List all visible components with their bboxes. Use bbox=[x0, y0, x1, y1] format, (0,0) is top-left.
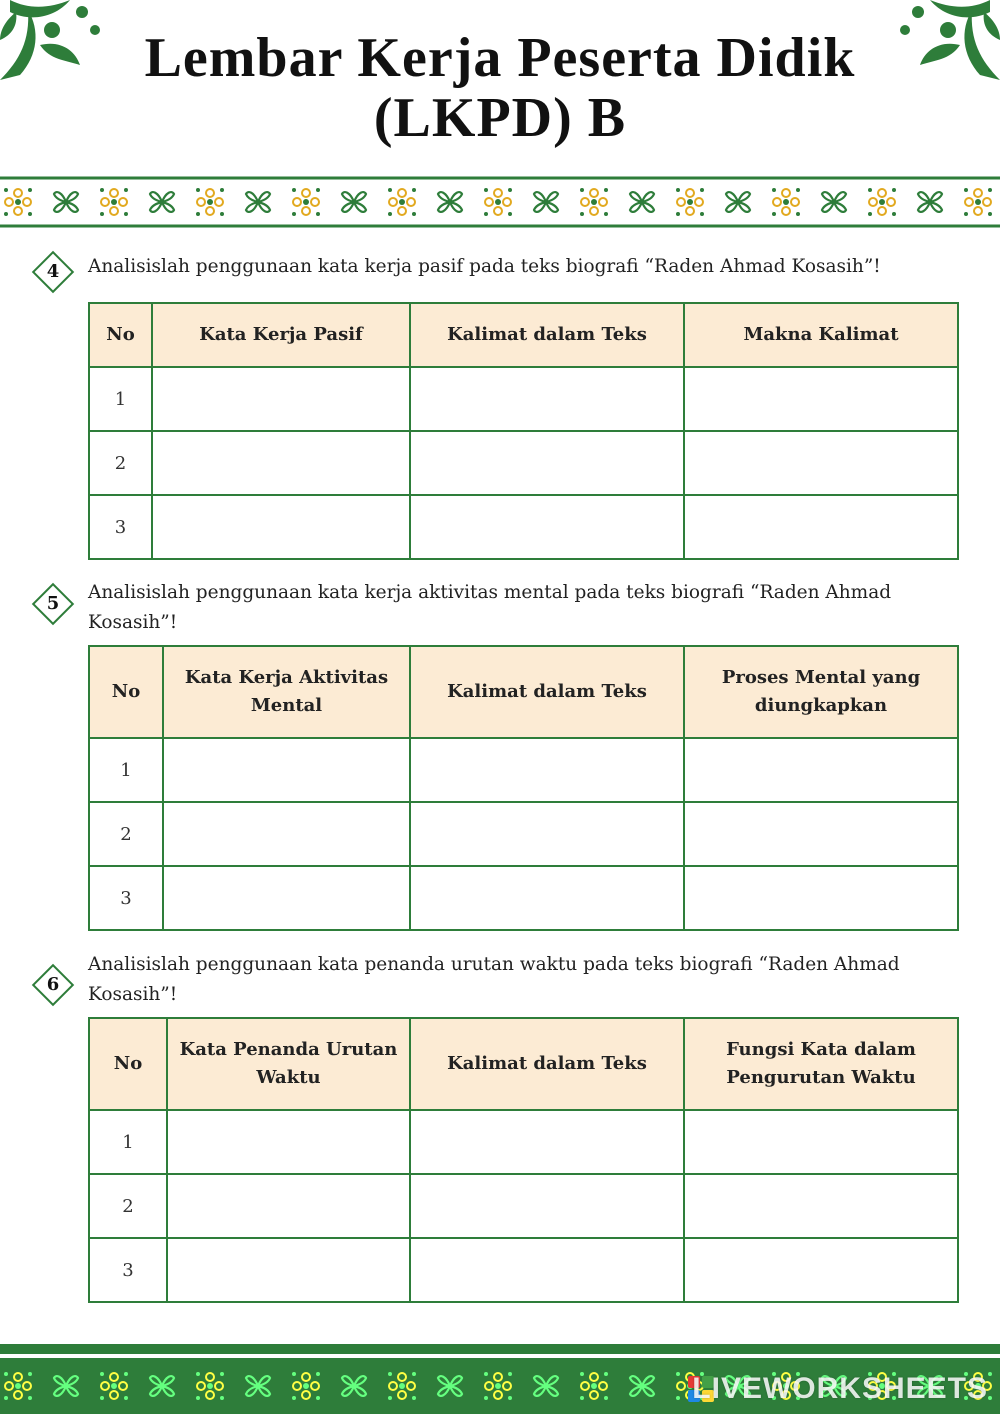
answer-cell[interactable] bbox=[684, 866, 958, 930]
row-number: 2 bbox=[89, 431, 152, 495]
question-6-header bbox=[32, 950, 962, 1010]
row-number: 2 bbox=[89, 1174, 167, 1238]
answer-cell[interactable] bbox=[410, 866, 684, 930]
table-row bbox=[89, 495, 958, 559]
page-title bbox=[0, 28, 1000, 148]
row-number: 3 bbox=[89, 495, 152, 559]
flower-ornament-icon bbox=[580, 188, 608, 216]
answer-cell[interactable] bbox=[410, 495, 684, 559]
answer-cell[interactable] bbox=[410, 1110, 684, 1174]
answer-cell[interactable] bbox=[410, 738, 684, 802]
leaf-ornament-icon bbox=[438, 192, 462, 212]
column-header: No bbox=[89, 646, 163, 738]
flower-ornament-icon bbox=[4, 188, 32, 216]
answer-cell[interactable] bbox=[167, 1110, 410, 1174]
column-header: Kata Kerja Aktivitas Mental bbox=[163, 646, 410, 738]
table-row bbox=[89, 866, 958, 930]
column-header: Fungsi Kata dalam Pengurutan Waktu bbox=[684, 1018, 958, 1110]
leaf-ornament-icon bbox=[246, 192, 270, 212]
row-number: 2 bbox=[89, 802, 163, 866]
answer-cell[interactable] bbox=[684, 367, 958, 431]
flower-ornament-icon bbox=[868, 188, 896, 216]
leaf-ornament-icon bbox=[918, 192, 942, 212]
answer-cell[interactable] bbox=[163, 866, 410, 930]
column-header: Proses Mental yang diungkapkan bbox=[684, 646, 958, 738]
title-line-1: Lembar Kerja Peserta Didik bbox=[144, 27, 856, 89]
decorative-border-top bbox=[0, 176, 1000, 228]
column-header: Kata Penanda Urutan Waktu bbox=[167, 1018, 410, 1110]
flower-ornament-icon bbox=[676, 188, 704, 216]
title-line-2: (LKPD) B bbox=[373, 87, 627, 149]
question-number: 5 bbox=[46, 593, 60, 614]
question-prompt: Analisislah penggunaan kata kerja aktivitas mental pada teks biografi “Raden Ahmad Kosasih”! bbox=[88, 582, 892, 633]
leaf-ornament-icon bbox=[534, 192, 558, 212]
leaf-ornament-icon bbox=[726, 192, 750, 212]
answer-table-4 bbox=[88, 302, 959, 560]
leaf-ornament-icon bbox=[822, 192, 846, 212]
column-header: Makna Kalimat bbox=[684, 303, 958, 367]
answer-cell[interactable] bbox=[684, 1110, 958, 1174]
column-header: Kalimat dalam Teks bbox=[410, 1018, 684, 1110]
answer-cell[interactable] bbox=[410, 802, 684, 866]
row-number: 1 bbox=[89, 1110, 167, 1174]
leaf-ornament-icon bbox=[150, 192, 174, 212]
answer-cell[interactable] bbox=[163, 802, 410, 866]
answer-cell[interactable] bbox=[410, 1174, 684, 1238]
flower-ornament-icon bbox=[292, 188, 320, 216]
table-row bbox=[89, 1174, 958, 1238]
table-row bbox=[89, 738, 958, 802]
answer-cell[interactable] bbox=[684, 1238, 958, 1302]
answer-table-6 bbox=[88, 1017, 959, 1303]
answer-cell[interactable] bbox=[410, 431, 684, 495]
answer-cell[interactable] bbox=[410, 367, 684, 431]
table-row bbox=[89, 1238, 958, 1302]
question-4-header bbox=[32, 252, 962, 282]
column-header: Kata Kerja Pasif bbox=[152, 303, 410, 367]
answer-cell[interactable] bbox=[684, 431, 958, 495]
question-number: 6 bbox=[46, 974, 60, 995]
flower-ornament-icon bbox=[388, 188, 416, 216]
table-row bbox=[89, 1110, 958, 1174]
column-header: No bbox=[89, 303, 152, 367]
question-number: 4 bbox=[46, 261, 60, 282]
flower-ornament-icon bbox=[100, 188, 128, 216]
row-number: 3 bbox=[89, 866, 163, 930]
flower-ornament-icon bbox=[196, 188, 224, 216]
row-number: 1 bbox=[89, 738, 163, 802]
answer-cell[interactable] bbox=[684, 1174, 958, 1238]
question-4 bbox=[32, 252, 962, 538]
answer-cell[interactable] bbox=[684, 738, 958, 802]
answer-cell[interactable] bbox=[152, 367, 410, 431]
question-5 bbox=[32, 578, 962, 909]
answer-cell[interactable] bbox=[167, 1174, 410, 1238]
leaf-ornament-icon bbox=[630, 192, 654, 212]
column-header: No bbox=[89, 1018, 167, 1110]
question-prompt: Analisislah penggunaan kata kerja pasif pada teks biografi “Raden Ahmad Kosasih”! bbox=[88, 256, 881, 277]
column-header: Kalimat dalam Teks bbox=[410, 303, 684, 367]
answer-cell[interactable] bbox=[684, 495, 958, 559]
answer-cell[interactable] bbox=[167, 1238, 410, 1302]
answer-cell[interactable] bbox=[410, 1238, 684, 1302]
column-header: Kalimat dalam Teks bbox=[410, 646, 684, 738]
flower-ornament-icon bbox=[772, 188, 800, 216]
row-number: 3 bbox=[89, 1238, 167, 1302]
answer-cell[interactable] bbox=[152, 431, 410, 495]
flower-ornament-icon bbox=[964, 188, 992, 216]
question-prompt: Analisislah penggunaan kata penanda urutan waktu pada teks biografi “Raden Ahmad Kosasih”! bbox=[88, 954, 900, 1005]
table-row bbox=[89, 367, 958, 431]
leaf-ornament-icon bbox=[342, 192, 366, 212]
watermark: LIVEWORKSHEETS bbox=[692, 1372, 988, 1405]
question-6 bbox=[32, 950, 962, 1281]
row-number: 1 bbox=[89, 367, 152, 431]
flower-ornament-icon bbox=[484, 188, 512, 216]
leaf-ornament-icon bbox=[54, 192, 78, 212]
table-row bbox=[89, 802, 958, 866]
question-5-header bbox=[32, 578, 962, 638]
answer-cell[interactable] bbox=[684, 802, 958, 866]
answer-cell[interactable] bbox=[163, 738, 410, 802]
table-row bbox=[89, 431, 958, 495]
answer-table-5 bbox=[88, 645, 959, 931]
answer-cell[interactable] bbox=[152, 495, 410, 559]
